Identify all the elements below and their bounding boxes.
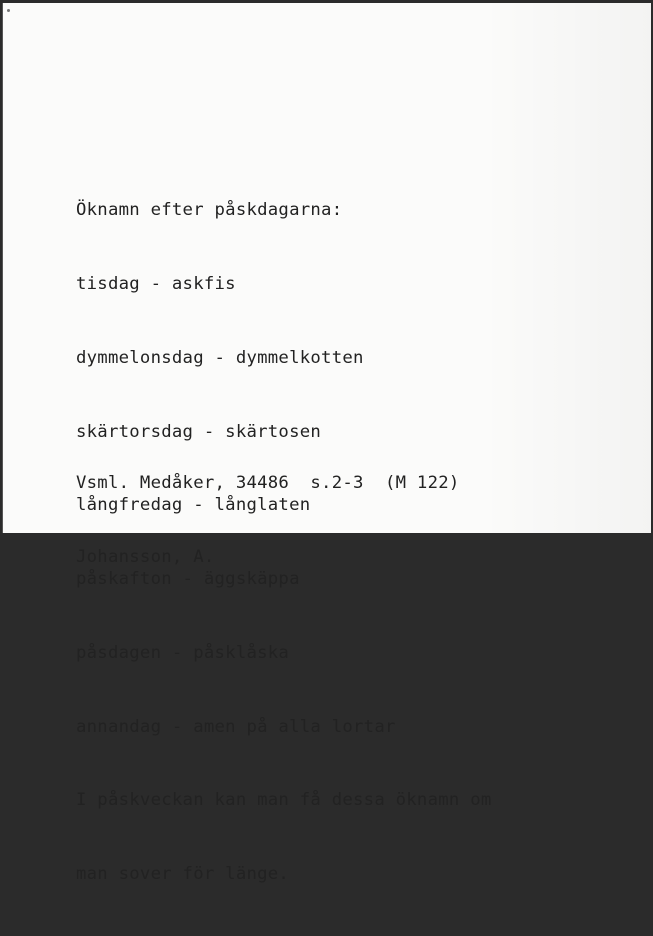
source-line: Vsml. Medåker, 34486 s.2-3 (M 122) bbox=[76, 473, 460, 494]
informant-name: Johansson, A. bbox=[76, 546, 215, 567]
card-line: dymmelonsdag - dymmelkotten bbox=[76, 347, 364, 368]
card-line: I påskveckan kan man få dessa öknamn om bbox=[76, 790, 492, 811]
card-line: skärtorsdag - skärtosen bbox=[76, 421, 322, 442]
paper-speck bbox=[7, 9, 10, 12]
card-line: tisdag - askfis bbox=[76, 273, 236, 294]
card-line: påsdagen - påsklåska bbox=[76, 642, 290, 663]
card-line: annandag - amen på alla lortar bbox=[76, 716, 396, 737]
card-line: långfredag - långlaten bbox=[76, 495, 311, 516]
card-line: man sover för länge. bbox=[76, 864, 290, 885]
card-line: påskafton - äggskäppa bbox=[76, 569, 300, 590]
card-heading: Öknamn efter påskdagarna: bbox=[76, 200, 343, 221]
source-reference bbox=[76, 422, 460, 619]
archive-card bbox=[2, 3, 651, 885]
